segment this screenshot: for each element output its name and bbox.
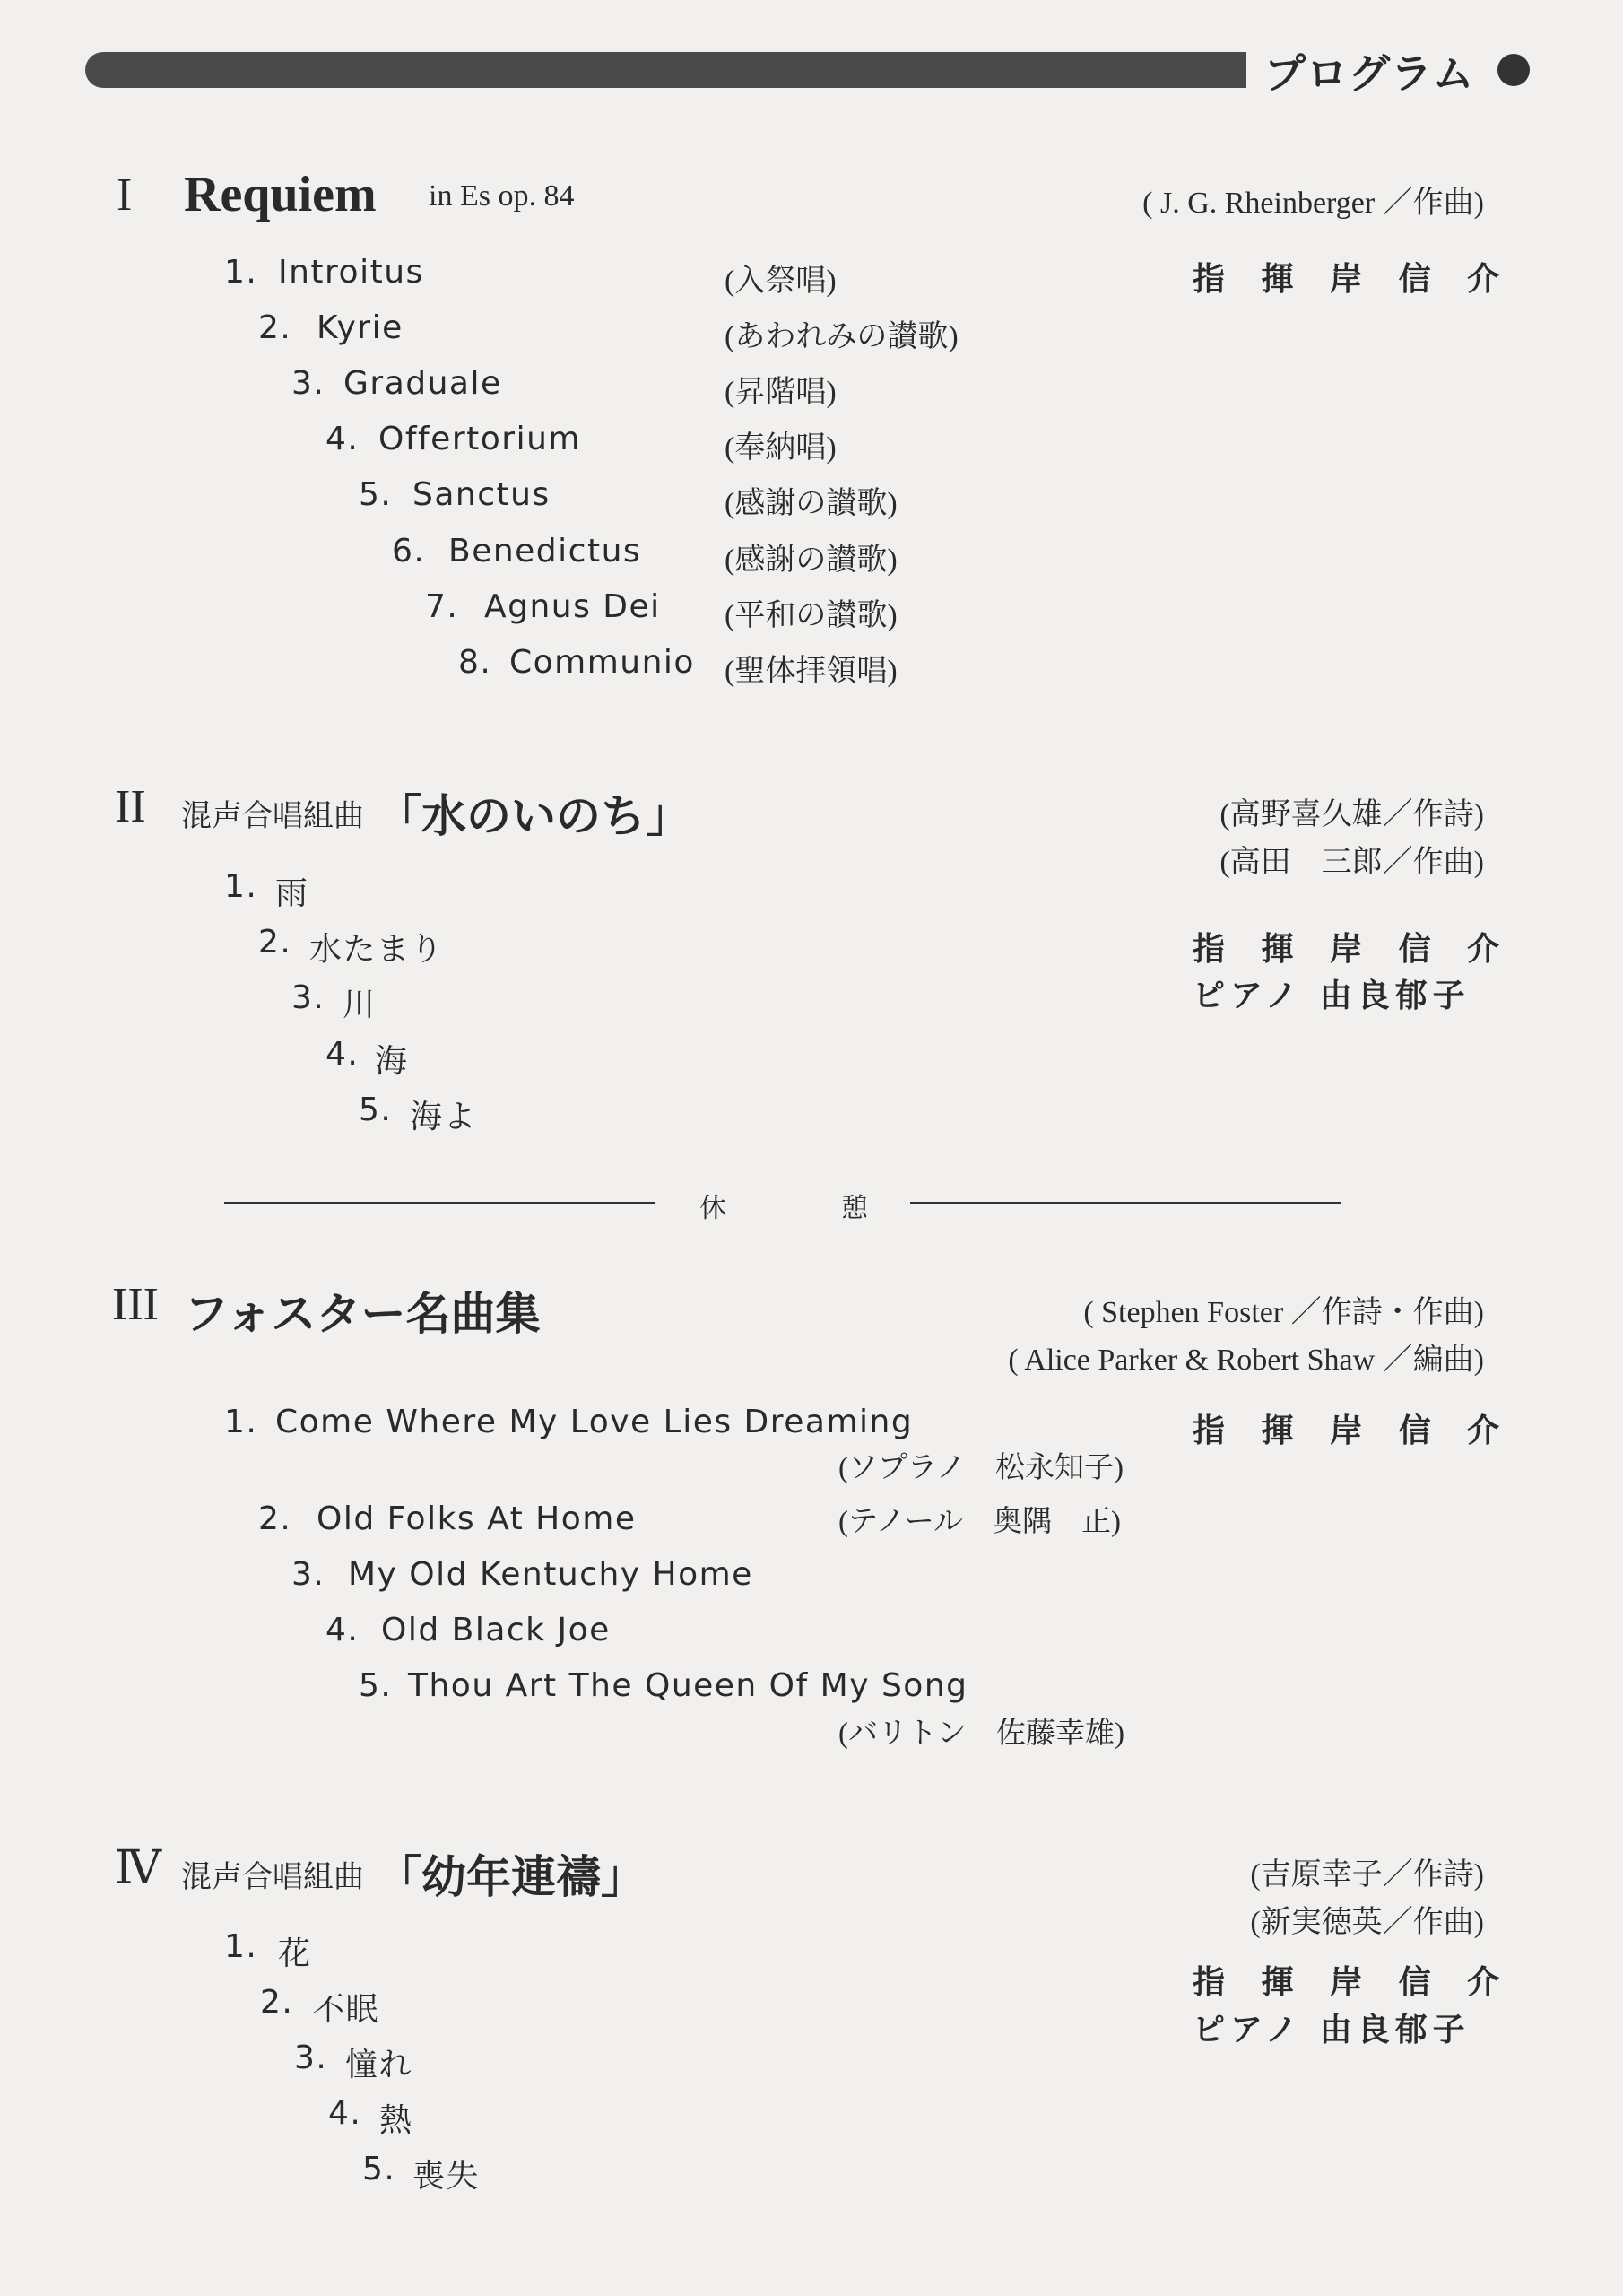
list-item-number: 4. bbox=[325, 1036, 360, 1073]
list-item-label: 熱 bbox=[379, 2102, 413, 2139]
list-item-number: 4. bbox=[325, 1612, 360, 1648]
conductor-credit: 指 揮 岸 信 介 bbox=[1193, 261, 1513, 298]
section-subtitle: in Es op. 84 bbox=[429, 179, 575, 213]
list-item-label: 海よ bbox=[410, 1099, 478, 1135]
list-item-number: 8. bbox=[458, 644, 492, 681]
intermission-label: 憩 bbox=[841, 1193, 868, 1224]
list-item-translation: (感謝の讃歌) bbox=[725, 487, 898, 520]
list-item-number: 2. bbox=[258, 309, 292, 346]
bullet-icon bbox=[1497, 54, 1530, 86]
arranger-credit: ( Alice Parker & Robert Shaw ／編曲) bbox=[1008, 1344, 1484, 1377]
composer-credit: ( Stephen Foster ／作詩・作曲) bbox=[1083, 1296, 1484, 1329]
list-item-label: My Old Kentuchy Home bbox=[348, 1556, 753, 1593]
list-item-label: Offertorium bbox=[378, 421, 581, 457]
list-item-translation: (聖体拝領唱) bbox=[725, 655, 898, 688]
list-item-label: Sanctus bbox=[412, 476, 551, 513]
list-item-label: Introitus bbox=[278, 254, 424, 291]
composer-credit: ( J. G. Rheinberger ／作曲) bbox=[1142, 187, 1484, 220]
lyricist-credit: (吉原幸子／作詩) bbox=[1250, 1858, 1484, 1892]
section-numeral: III bbox=[112, 1279, 159, 1330]
list-item-number: 5. bbox=[359, 476, 393, 513]
list-item-number: 5. bbox=[359, 1091, 393, 1128]
divider bbox=[224, 1202, 655, 1204]
list-item-number: 3. bbox=[291, 365, 325, 402]
divider bbox=[910, 1202, 1341, 1204]
conductor-credit: 指 揮 岸 信 介 bbox=[1193, 1413, 1513, 1449]
composer-credit: (新実徳英／作曲) bbox=[1250, 1906, 1484, 1939]
list-item-label: 川 bbox=[343, 987, 377, 1023]
section-numeral: Ⅳ bbox=[115, 1843, 161, 1894]
list-item-translation: (奉納唱) bbox=[725, 431, 837, 465]
list-item-label: Old Folks At Home bbox=[317, 1500, 637, 1537]
list-item-number: 2. bbox=[258, 1500, 292, 1537]
list-item-label: Come Where My Love Lies Dreaming bbox=[275, 1404, 914, 1440]
list-item-number: 5. bbox=[359, 1667, 393, 1704]
pianist-credit: ピアノ 由良郁子 bbox=[1193, 978, 1471, 1014]
section-title: 「水のいのち」 bbox=[377, 791, 690, 841]
list-item-label: 海 bbox=[375, 1043, 409, 1080]
list-item-label: 憧れ bbox=[345, 2047, 413, 2083]
intermission-label: 休 bbox=[699, 1193, 726, 1224]
list-item-label: Communio bbox=[509, 644, 695, 681]
list-item-label: 雨 bbox=[275, 875, 309, 912]
section-numeral: II bbox=[115, 781, 146, 832]
conductor-credit: 指 揮 岸 信 介 bbox=[1193, 931, 1513, 968]
page-title: プログラム bbox=[1264, 51, 1475, 97]
conductor-credit: 指 揮 岸 信 介 bbox=[1193, 1964, 1513, 2001]
list-item-label: Benedictus bbox=[448, 533, 642, 570]
soloist-note: (バリトン 佐藤幸雄) bbox=[838, 1718, 1124, 1750]
list-item-number: 4. bbox=[328, 2095, 362, 2132]
list-item-number: 1. bbox=[224, 1404, 258, 1440]
list-item-label: Graduale bbox=[343, 365, 502, 402]
list-item-translation: (平和の讃歌) bbox=[725, 599, 898, 632]
list-item-translation: (感謝の讃歌) bbox=[725, 544, 898, 577]
list-item-label: Thou Art The Queen Of My Song bbox=[408, 1667, 968, 1704]
list-item-number: 2. bbox=[258, 924, 292, 961]
list-item-number: 3. bbox=[291, 1556, 325, 1593]
lyricist-credit: (高野喜久雄／作詩) bbox=[1219, 798, 1484, 831]
section-prefix: 混声合唱組曲 bbox=[181, 798, 364, 834]
list-item-label: 不眠 bbox=[312, 1991, 380, 2028]
section-title: フォスター名曲集 bbox=[184, 1288, 541, 1340]
list-item-number: 4. bbox=[325, 421, 360, 457]
section-prefix: 混声合唱組曲 bbox=[181, 1859, 364, 1895]
composer-credit: (高田 三郎／作曲) bbox=[1219, 846, 1484, 879]
list-item-label: Kyrie bbox=[317, 309, 404, 346]
list-item-number: 7. bbox=[425, 588, 459, 625]
list-item-label: 水たまり bbox=[309, 931, 445, 968]
soloist-note: (ソプラノ 松永知子) bbox=[838, 1452, 1124, 1484]
list-item-number: 1. bbox=[224, 254, 258, 291]
section-title: Requiem bbox=[184, 167, 377, 222]
list-item-label: Agnus Dei bbox=[484, 588, 661, 625]
list-item-number: 5. bbox=[362, 2151, 396, 2187]
section-numeral: I bbox=[117, 170, 133, 221]
soloist-note: (テノール 奥隅 正) bbox=[838, 1506, 1122, 1538]
header-bar bbox=[85, 52, 1246, 88]
list-item-translation: (入祭唱) bbox=[725, 265, 837, 298]
list-item-label: 喪失 bbox=[412, 2158, 481, 2195]
list-item-translation: (昇階唱) bbox=[725, 376, 837, 409]
list-item-number: 6. bbox=[392, 533, 426, 570]
list-item-label: Old Black Joe bbox=[381, 1612, 611, 1648]
list-item-number: 3. bbox=[294, 2039, 328, 2076]
list-item-translation: (あわれみの讃歌) bbox=[725, 320, 959, 353]
list-item-number: 3. bbox=[291, 979, 325, 1016]
list-item-number: 1. bbox=[224, 1928, 258, 1965]
list-item-number: 1. bbox=[224, 868, 258, 905]
section-title: 「幼年連禱」 bbox=[377, 1852, 646, 1902]
list-item-number: 2. bbox=[260, 1984, 294, 2021]
list-item-label: 花 bbox=[278, 1935, 312, 1972]
pianist-credit: ピアノ 由良郁子 bbox=[1193, 2012, 1471, 2048]
